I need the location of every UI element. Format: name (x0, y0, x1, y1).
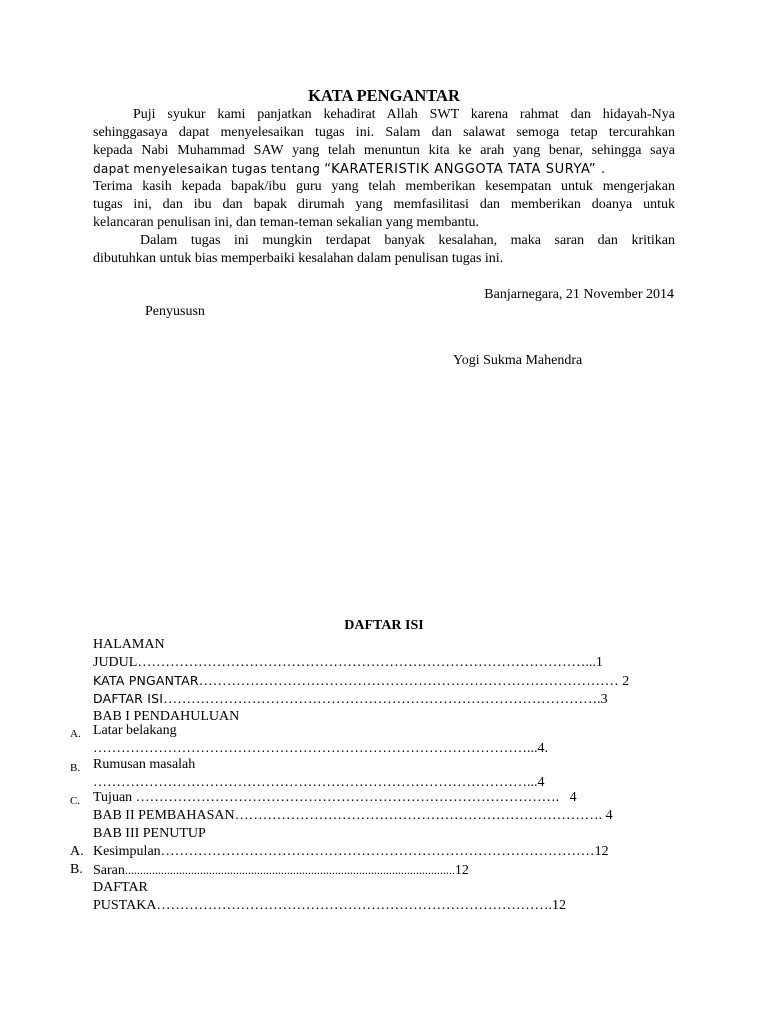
toc-label: KATA PNGANTAR (93, 673, 199, 688)
paragraph-line: Dalam tugas ini mungkin terdapat banyak kesalahan, maka saran dan kritikan (140, 233, 675, 248)
paragraph-line: tugas ini, dan ibu dan bapak dirumah yang memfasilitasi dan memberikan doanya untuk (93, 197, 675, 212)
toc-leader: ………………………………………………………………………………… (160, 844, 595, 859)
toc-label: Kesimpulan (93, 844, 161, 859)
toc-page: 4 (605, 808, 613, 823)
toc-page: 12 (551, 898, 566, 913)
toc-entry (93, 654, 603, 672)
paragraph-line: sehinggasaya dapat menyelesaikan tugas ini. Salam dan salawat semoga tetap tercurahkan (93, 125, 675, 140)
toc-entry: Rumusan masalah (93, 757, 196, 772)
toc-page: 2 (622, 674, 630, 689)
paragraph-line: Terima kasih kepada bapak/ibu guru yang telah memberikan kesempatan untuk mengerjakan (93, 179, 675, 194)
toc-entry: BAB I PENDAHULUAN (93, 709, 240, 724)
toc-label: DAFTAR ISI (93, 691, 164, 706)
toc-label: JUDUL (93, 655, 138, 670)
toc-leader: ……………………………………………………………………………… (198, 674, 619, 689)
author-name: Yogi Sukma Mahendra (453, 353, 583, 368)
toc-page: 3 (600, 692, 608, 707)
list-marker: C. (70, 795, 81, 807)
toc-page: 4 (537, 775, 545, 790)
paragraph-line: Puji syukur kami panjatkan kehadirat Allah SWT karena rahmat dan hidayah-Nya (133, 107, 675, 122)
toc-entry (93, 672, 629, 691)
toc-page: 4 (569, 790, 577, 805)
paragraph-line (93, 160, 675, 179)
place-date: Banjarnegara, 21 November 2014 (484, 287, 674, 302)
toc-leader: …………………………………………………………………………. (156, 898, 552, 913)
toc-entry (93, 897, 566, 915)
toc-label: Tujuan (93, 790, 133, 805)
toc-entry: DAFTAR (93, 880, 148, 895)
toc-label: Saran (93, 863, 125, 878)
toc-label: PUSTAKA (93, 898, 157, 913)
toc-entry: Latar belakang (93, 723, 177, 738)
toc-page: 4. (537, 741, 548, 756)
toc-page: 1 (595, 655, 603, 670)
paragraph-line: kelancaran penulisan ini, dan teman-teman sekalian yang membantu. (93, 215, 480, 230)
list-marker: A. (70, 844, 84, 859)
paragraph-text: dapat menyelesaikan tugas tentang (93, 162, 325, 176)
daftar-isi-title: DAFTAR ISI (344, 618, 424, 633)
toc-entry (93, 807, 613, 825)
paragraph-line: dibutuhkan untuk bias memperbaiki kesalahan dalam penulisan tugas ini. (93, 251, 504, 266)
topic-title: “KARATERISTIK ANGGOTA TATA SURYA” . (324, 162, 606, 177)
toc-leader: …………………………………………………………………………………... (93, 775, 538, 790)
toc-entry (93, 843, 609, 861)
list-marker: A. (70, 728, 81, 740)
toc-leader: ……………………………………………………………………. (234, 808, 603, 823)
toc-leader: ……………………………………………………………………………………... (137, 655, 596, 670)
toc-page: 12 (454, 863, 469, 878)
toc-entry: BAB III PENUTUP (93, 826, 206, 841)
toc-leader: …………………………………………………………………………………. (163, 692, 601, 707)
toc-label: BAB II PEMBAHASAN (93, 808, 235, 823)
author-label: Penyususn (145, 304, 205, 319)
toc-leader: …………………………………………………………………………………... (93, 741, 538, 756)
toc-entry: HALAMAN (93, 637, 165, 652)
list-marker: B. (70, 762, 81, 774)
list-marker: B. (70, 862, 83, 877)
toc-page: 12 (594, 844, 609, 859)
toc-leader: ………………………………………………………………………………. (135, 790, 560, 805)
toc-entry (93, 861, 469, 880)
kata-pengantar-title: KATA PENGANTAR (308, 86, 460, 105)
toc-entry (93, 690, 608, 709)
toc-entry (93, 789, 577, 807)
paragraph-line: kepada Nabi Muhammad SAW yang telah menuntun kita ke arah yang benar, sehingga saya (93, 143, 675, 158)
toc-leader: .............................................................................................................. (124, 863, 455, 877)
